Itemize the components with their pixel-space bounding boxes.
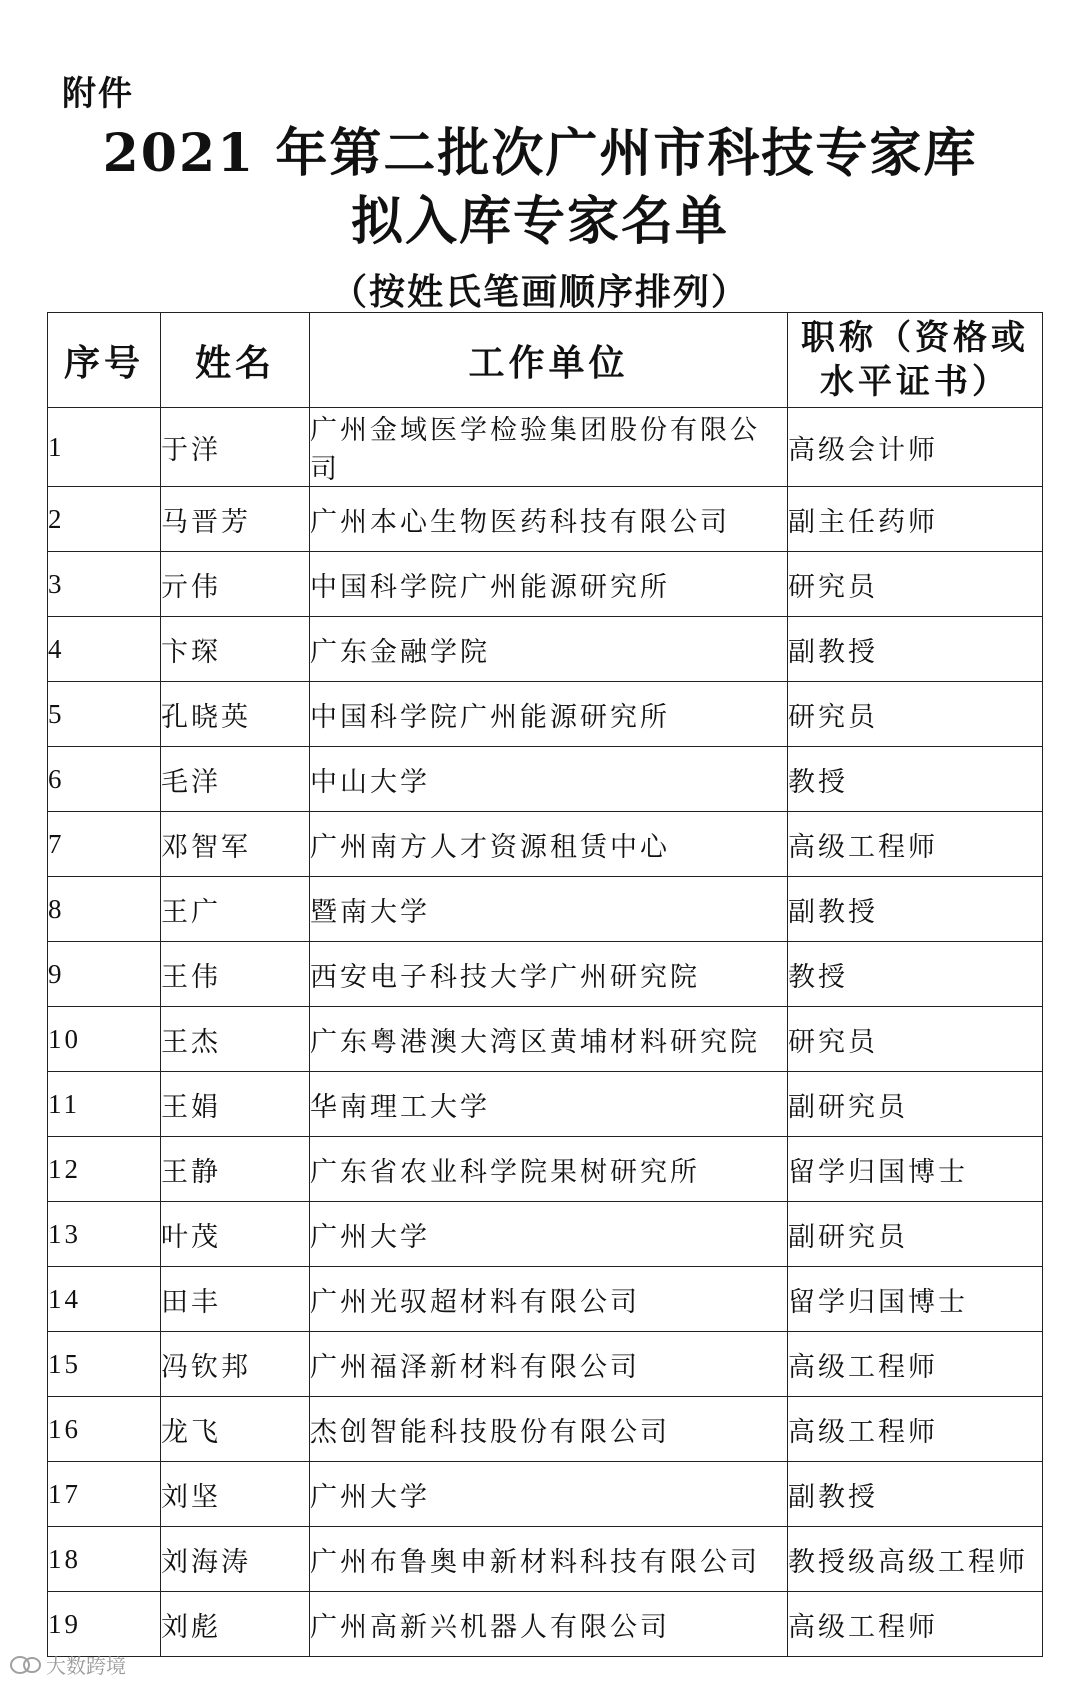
- cell-professional-title: 高级工程师: [788, 1592, 1043, 1657]
- cell-professional-title: 留学归国博士: [788, 1137, 1043, 1202]
- cell-name: 王伟: [161, 942, 310, 1007]
- cell-serial-number: 6: [48, 747, 161, 812]
- cell-professional-title: 高级工程师: [788, 1397, 1043, 1462]
- cell-professional-title: 高级工程师: [788, 1332, 1043, 1397]
- cell-serial-number: 17: [48, 1462, 161, 1527]
- cell-professional-title: 副教授: [788, 617, 1043, 682]
- cell-professional-title: 留学归国博士: [788, 1267, 1043, 1332]
- cell-work-unit: 广东金融学院: [310, 617, 788, 682]
- cell-professional-title: 高级工程师: [788, 812, 1043, 877]
- cell-serial-number: 4: [48, 617, 161, 682]
- cell-serial-number: 7: [48, 812, 161, 877]
- cell-professional-title: 教授: [788, 747, 1043, 812]
- cell-name: 毛洋: [161, 747, 310, 812]
- attachment-label: 附件: [62, 74, 134, 114]
- cell-professional-title: 高级会计师: [788, 408, 1043, 487]
- table-row: [48, 1007, 1043, 1072]
- cell-name: 刘坚: [161, 1462, 310, 1527]
- cell-serial-number: 3: [48, 552, 161, 617]
- cell-name: 邓智军: [161, 812, 310, 877]
- table-body: [48, 408, 1043, 1657]
- cell-professional-title: 教授级高级工程师: [788, 1527, 1043, 1592]
- table-row: [48, 552, 1043, 617]
- watermark-text: 大数跨境: [46, 1654, 126, 1678]
- cell-serial-number: 19: [48, 1592, 161, 1657]
- cell-serial-number: 2: [48, 487, 161, 552]
- cell-name: 王广: [161, 877, 310, 942]
- cell-work-unit: 广州金域医学检验集团股份有限公司: [310, 408, 788, 487]
- cell-name: 亓伟: [161, 552, 310, 617]
- cell-work-unit: 中国科学院广州能源研究所: [310, 552, 788, 617]
- table-row: [48, 1592, 1043, 1657]
- cell-name: 刘彪: [161, 1592, 310, 1657]
- cell-work-unit: 广州光驭超材料有限公司: [310, 1267, 788, 1332]
- table-row: [48, 408, 1043, 487]
- table-row: [48, 1137, 1043, 1202]
- cell-work-unit: 广州大学: [310, 1462, 788, 1527]
- cell-professional-title: 副教授: [788, 877, 1043, 942]
- cell-name: 王静: [161, 1137, 310, 1202]
- cell-work-unit: 广东粤港澳大湾区黄埔材料研究院: [310, 1007, 788, 1072]
- header-professional-title-line-2: 水平证书）: [820, 362, 1010, 402]
- table-row: [48, 682, 1043, 747]
- table-row: [48, 617, 1043, 682]
- cell-serial-number: 18: [48, 1527, 161, 1592]
- cell-professional-title: 副教授: [788, 1462, 1043, 1527]
- cell-professional-title: 教授: [788, 942, 1043, 1007]
- table-row: [48, 1397, 1043, 1462]
- cell-professional-title: 研究员: [788, 1007, 1043, 1072]
- table-row: [48, 1202, 1043, 1267]
- document-subtitle: （按姓氏笔画顺序排列）: [330, 272, 749, 313]
- table-row: [48, 812, 1043, 877]
- cell-work-unit: 广州福泽新材料有限公司: [310, 1332, 788, 1397]
- cell-name: 刘海涛: [161, 1527, 310, 1592]
- cell-professional-title: 副研究员: [788, 1202, 1043, 1267]
- table-row: [48, 1332, 1043, 1397]
- table-row: [48, 1462, 1043, 1527]
- cell-serial-number: 5: [48, 682, 161, 747]
- cell-name: 田丰: [161, 1267, 310, 1332]
- cell-professional-title: 副研究员: [788, 1072, 1043, 1137]
- cell-serial-number: 9: [48, 942, 161, 1007]
- cell-work-unit: 华南理工大学: [310, 1072, 788, 1137]
- cell-serial-number: 1: [48, 408, 161, 487]
- cell-name: 冯钦邦: [161, 1332, 310, 1397]
- cell-work-unit: 广州本心生物医药科技有限公司: [310, 487, 788, 552]
- document-title-line-1: 2021 年第二批次广州市科技专家库: [102, 123, 978, 184]
- cell-work-unit: 广州南方人才资源租赁中心: [310, 812, 788, 877]
- header-name: 姓名: [161, 313, 310, 408]
- header-work-unit: 工作单位: [310, 313, 788, 408]
- table-row: [48, 942, 1043, 1007]
- cell-work-unit: 西安电子科技大学广州研究院: [310, 942, 788, 1007]
- header-professional-title-line-1: 职称（资格或: [801, 317, 1029, 358]
- cell-serial-number: 10: [48, 1007, 161, 1072]
- cell-professional-title: 副主任药师: [788, 487, 1043, 552]
- watermark: [8, 1650, 126, 1679]
- cell-serial-number: 15: [48, 1332, 161, 1397]
- expert-list-table: [47, 312, 1043, 1657]
- cell-professional-title: 研究员: [788, 682, 1043, 747]
- cell-name: 孔晓英: [161, 682, 310, 747]
- cell-serial-number: 12: [48, 1137, 161, 1202]
- cell-work-unit: 暨南大学: [310, 877, 788, 942]
- table-row: [48, 487, 1043, 552]
- cell-name: 于洋: [161, 408, 310, 487]
- cell-work-unit: 广州大学: [310, 1202, 788, 1267]
- chat-bubble-logo-icon: [8, 1654, 42, 1676]
- header-professional-title: [788, 313, 1043, 408]
- cell-professional-title: 研究员: [788, 552, 1043, 617]
- cell-serial-number: 14: [48, 1267, 161, 1332]
- cell-work-unit: 中山大学: [310, 747, 788, 812]
- cell-work-unit: 中国科学院广州能源研究所: [310, 682, 788, 747]
- cell-name: 叶茂: [161, 1202, 310, 1267]
- table-row: [48, 1072, 1043, 1137]
- table-header-row: [48, 313, 1043, 408]
- cell-serial-number: 16: [48, 1397, 161, 1462]
- header-serial-number: 序号: [48, 313, 161, 408]
- cell-name: 马晋芳: [161, 487, 310, 552]
- cell-serial-number: 11: [48, 1072, 161, 1137]
- cell-name: 卞琛: [161, 617, 310, 682]
- cell-name: 王娟: [161, 1072, 310, 1137]
- table-row: [48, 747, 1043, 812]
- cell-name: 龙飞: [161, 1397, 310, 1462]
- cell-name: 王杰: [161, 1007, 310, 1072]
- cell-serial-number: 13: [48, 1202, 161, 1267]
- document-title-line-2: 拟入库专家名单: [350, 191, 729, 252]
- cell-work-unit: 广东省农业科学院果树研究所: [310, 1137, 788, 1202]
- table-row: [48, 1527, 1043, 1592]
- table-row: [48, 1267, 1043, 1332]
- cell-work-unit: 广州布鲁奥申新材料科技有限公司: [310, 1527, 788, 1592]
- cell-work-unit: 杰创智能科技股份有限公司: [310, 1397, 788, 1462]
- cell-serial-number: 8: [48, 877, 161, 942]
- table-row: [48, 877, 1043, 942]
- cell-work-unit: 广州高新兴机器人有限公司: [310, 1592, 788, 1657]
